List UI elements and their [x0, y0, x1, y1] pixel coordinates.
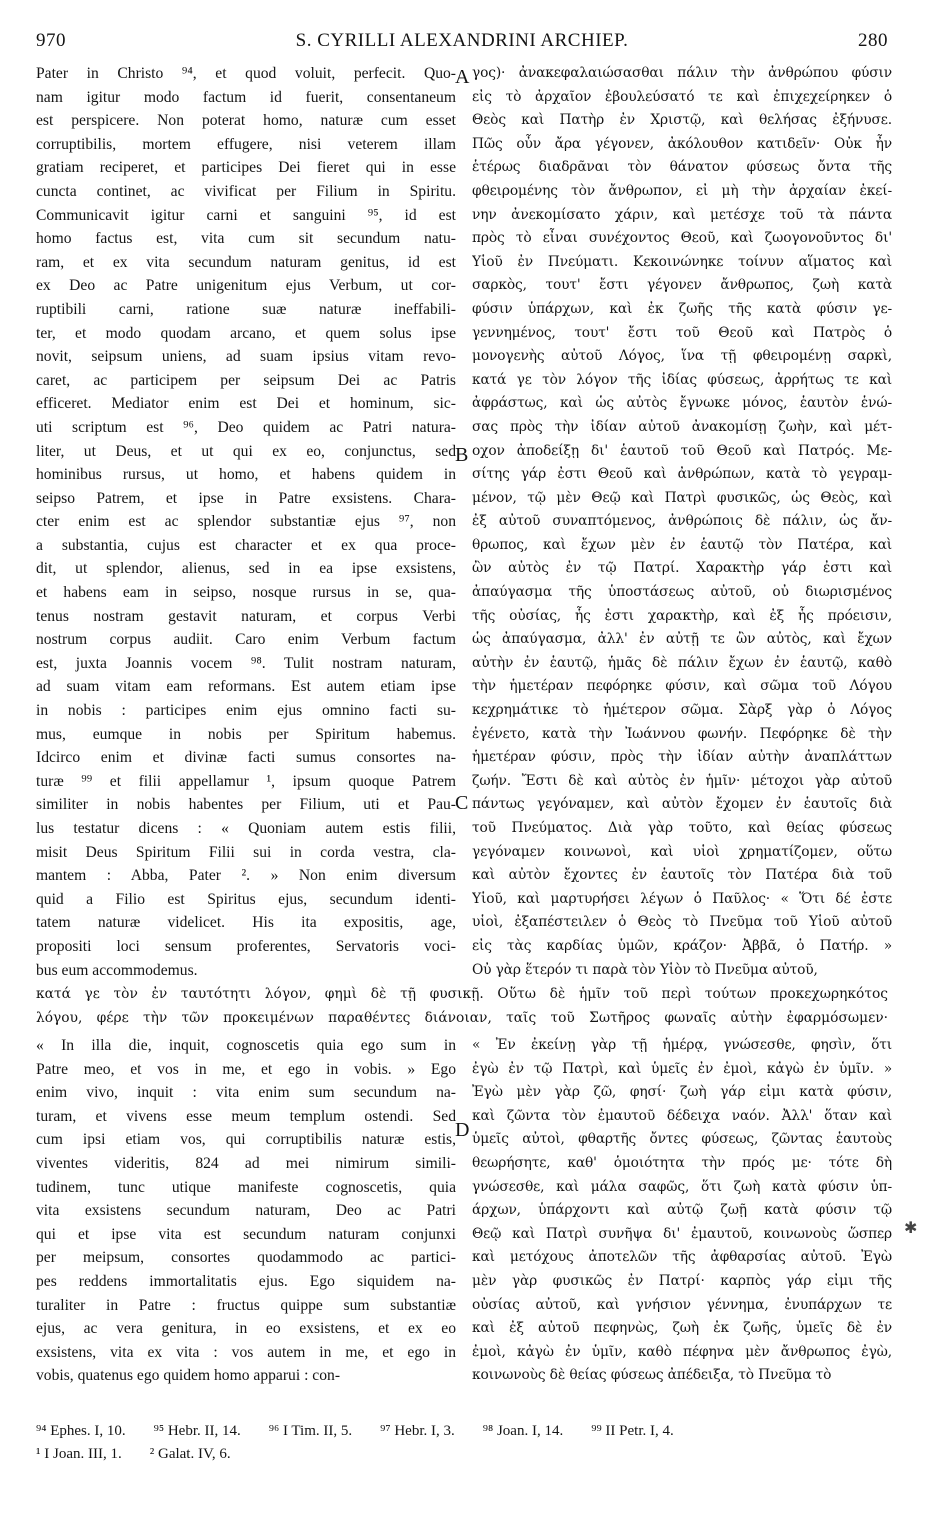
latin-text-line: liter, ut Deus, et ut qui ex eo, conjunctus, sed — [36, 442, 456, 460]
latin-text-line: lus testatur dicens : « Quoniam autem estis filii, — [36, 820, 456, 837]
latin-text-line: per meipsum, consortes quodammodo ac partici- — [36, 1249, 456, 1267]
latin-text-line: ter, et modo quodam arcano, et quem solus ipse — [36, 324, 456, 342]
greek-text-line: Υἱοῦ, καὶ μαρτυρήσει λέγων ὁ Παῦλος· « Ὅτι δέ ἐστε — [472, 890, 892, 907]
footnote-reference: ¹ I Joan. III, 1. — [36, 1446, 122, 1462]
greek-text-line: πάντως γεγόναμεν, καὶ αὐτὸν ἔχομεν ἐν ἑαυτοῖς διὰ — [472, 796, 892, 813]
latin-text-line: est, juxta Joannis vocem ⁹⁸. Tulit nostram naturam, — [36, 654, 456, 672]
latin-text-line: quid a Filio est Spiritus ejus, secundum identi- — [36, 890, 456, 908]
greek-text-line: γνώσεσθε, καὶ μάλα σαφῶς, ὅτι ζωὴ κατὰ φύσιν ὑπ- — [472, 1178, 892, 1195]
latin-text-line: turaliter in Patre : fructus quippe sum substantiæ — [36, 1296, 456, 1314]
latin-text-line: ad suam vitam eam reformans. Est autem etiam ipse — [36, 678, 456, 696]
footnote-reference: ⁹⁷ Hebr. I, 3. — [380, 1423, 455, 1439]
greek-text-line: καὶ αὐτὸν ἔχοντες ἐν ἑαυτοῖς τὸν Πατέρα διὰ τοῦ — [472, 867, 892, 884]
latin-text-line: tatem naturæ videlicet. His ita expositis, age, — [36, 914, 456, 932]
greek-text-line: Θεὸς καὶ Πατὴρ ἐν Χριστῷ, καὶ θελήσας ἐξήνυσε. — [472, 112, 892, 129]
margin-marker-d: D — [455, 1119, 470, 1141]
greek-text-line: νην ἀνεκομίσατο χάριν, καὶ μετέσχε τοῦ τὰ πάντα — [472, 206, 892, 223]
greek-text-line: λόγου, φέρε τὴν τῶν προκειμένων παραθέντες διάνοιαν, ταῖς τοῦ Σωτῆρος φωναῖς αὐτὴν ἐφαρμόσωμεν· — [36, 1010, 888, 1026]
greek-text-line: ζωήν. Ἔστι δὲ καὶ αὐτὸς ἐν ἡμῖν· μέτοχοι γὰρ αὐτοῦ — [472, 772, 892, 789]
latin-text-line: efficeret. Mediator enim est Dei et hominum, sic- — [36, 395, 456, 413]
footnote-reference: ⁹⁵ Hebr. II, 14. — [153, 1423, 241, 1439]
latin-text-line: corruptibilis, mortem effugere, nisi veterem illam — [36, 135, 456, 153]
footnote-reference: ⁹⁶ I Tim. II, 5. — [268, 1423, 353, 1439]
page-number-left: 970 — [36, 30, 66, 51]
greek-text-line: Θεῷ καὶ Πατρὶ συνῆψα δι' ἐμαυτοῦ, κοινωνοὺς ὥσπερ — [472, 1225, 892, 1242]
greek-text-line: ἀφράστως, καὶ ὡς αὐτὸς ἔγνωκε μόνος, ἑαυτὸν ἑνώ- — [472, 395, 892, 412]
greek-text-line: τὴν ἡμετέραν πεφόρηκε φύσιν, καὶ σῶμα τοῦ Λόγου — [472, 678, 892, 695]
greek-text-line: οχον ἀποδείξῃ δι' ἑαυτοῦ τοῦ Θεοῦ καὶ Πατρός. Με- — [472, 442, 892, 459]
latin-text-line: hominibus rursus, ut homo, et habens quidem in — [36, 466, 456, 484]
latin-text-line: similiter in nobis habentes per Filium, uti et Pau- — [36, 796, 456, 814]
greek-text-line: οὐσίας αὐτοῦ, καὶ γνήσιον γέννημα, ἐνυπάρχων τε — [472, 1296, 892, 1313]
greek-text-line: μὲν γὰρ φυσικῶς ἐν Πατρί· καρπὸς γάρ εἰμι τῆς — [472, 1272, 892, 1289]
latin-text-line: a substantia, cujus est character et ex qua proce- — [36, 536, 456, 554]
latin-text-line: tudinem, tunc utique manifeste cognoscetis, quia — [36, 1178, 456, 1196]
latin-text-line: cum ipsi etiam vos, qui corruptibilis naturæ estis, — [36, 1131, 456, 1149]
latin-text-line: propositi loci sensum proferentes, Servatoris voci- — [36, 937, 456, 955]
greek-text-line: ὡς ἀπαύγασμα, ἀλλ' ἐν αὐτῇ τε ὢν αὐτὸς, καὶ ἔχων — [472, 631, 892, 648]
greek-text-line: κοινωνοὺς δὲ θείας φύσεως ἀπέδειξα, τὸ Πνεῦμα τὸ — [472, 1367, 832, 1384]
greek-text-line: φύσιν ὑπάρχων, καὶ ἐκ ζωῆς τῆς κατὰ φύσιν γε- — [472, 300, 892, 317]
greek-column-upper — [472, 62, 892, 982]
latin-text-line: turam, et vivens esse meum templum ostendi. Sed — [36, 1107, 456, 1125]
greek-text-line: πρὸς τὸ εἶναι συνέχοντος Θεοῦ, καὶ ζωογονοῦντος δι' — [472, 230, 892, 247]
footnote-reference: ² Galat. IV, 6. — [149, 1446, 231, 1462]
latin-text-line: enim vivo, inquit : vita enim sum secundum na- — [36, 1084, 456, 1102]
latin-text-line: dit, ut splendor, alienus, sed in ea ipse exsistens, — [36, 560, 456, 578]
greek-column-lower — [472, 1034, 892, 1388]
margin-marker-c: C — [455, 792, 469, 814]
latin-text-line: Patre meo, et vos in me, et ego in vobis. » Ego — [36, 1060, 456, 1078]
latin-text-line: Idcirco enim et divinæ facti sumus consortes na- — [36, 749, 456, 767]
latin-text-line: viventes videritis, 824 ad mei nimirum simili- — [36, 1154, 456, 1172]
latin-text-line: tenus nostram gestavit naturam, et corpus Verbi — [36, 607, 456, 625]
margin-mark-icon: ✱ — [904, 1220, 918, 1237]
greek-text-line: καὶ ἐξ αὐτοῦ πεφηνὼς, ζωὴ ἐκ ζωῆς, ὑμεῖς δὲ ἐν — [472, 1320, 892, 1337]
greek-text-line: τοῦ Πνεύματος. Διὰ γὰρ τοῦτο, καὶ θείας φύσεως — [472, 820, 892, 836]
greek-text-line: μένον, τῷ μὲν Θεῷ καὶ Πατρὶ φυσικῶς, ὡς Θεὸς, καὶ — [472, 489, 892, 506]
latin-text-line: « In illa die, inquit, cognoscetis quia ego sum in — [36, 1037, 456, 1054]
greek-text-line: γεγόναμεν κοινωνοὶ, καὶ υἱοὶ χρηματίζομεν, οὕτω — [472, 843, 892, 860]
latin-text-line: pes reddens immortalitatis ejus. Ego siquidem na- — [36, 1272, 456, 1290]
greek-text-line: κατά γε τὸν ἐν ταυτότητι λόγον, φημὶ δὲ τῇ φυσικῇ. Οὕτω δὲ ἡμῖν τοῦ περὶ τούτων προκεχωρηκότος — [36, 986, 888, 1002]
latin-text-line: gratiam reciperet, et participes Dei fieret qui in esse — [36, 159, 456, 177]
greek-text-line: « Ἐν ἐκείνῃ γὰρ τῇ ἡμέρᾳ, γνώσεσθε, φησὶν, ὅτι — [472, 1037, 892, 1053]
latin-text-line: qui et ipse vita est secundum naturam conjunxi — [36, 1225, 456, 1243]
latin-text-line: misit Deus Spiritum Filii sui in corda vestra, cla- — [36, 843, 456, 861]
greek-text-line: υἱοὶ, ἐξαπέστειλεν ὁ Θεὸς τὸ Πνεῦμα τοῦ Υἱοῦ αὐτοῦ — [472, 914, 892, 931]
latin-text-line: cter enim est ac splendor substantiæ ejus ⁹⁷, non — [36, 513, 456, 531]
margin-marker-b: B — [455, 444, 469, 466]
footnote-reference: ⁹⁸ Joan. I, 14. — [482, 1423, 564, 1439]
latin-text-line: in nobis : participes enim ejus omnino facti su- — [36, 702, 456, 720]
latin-text-line: ejus, ac vera genitura, in eo exsistens, et ex eo — [36, 1320, 456, 1338]
greek-text-line: μονογενὴς αὐτοῦ Λόγος, ἵνα τῇ φθειρομένῃ σαρκὶ, — [472, 348, 892, 365]
greek-text-line: θρωπος, καὶ ἔχων μὲν ἐν ἑαυτῷ τὸν Πατέρα, καὶ — [472, 536, 892, 553]
greek-text-line: ἐξ αὐτοῦ συναπτόμενος, ἀνθρώποις δὲ πάλιν, ὡς ἄν- — [472, 513, 892, 530]
greek-text-line: καὶ μετόχους ἀποτελῶν τῆς ἀφθαρσίας αὐτοῦ. Ἐγὼ — [472, 1249, 892, 1266]
latin-text-line: caret, ac participem per seipsum Dei ac Patris — [36, 371, 456, 389]
greek-full-width-lines — [36, 982, 888, 1030]
greek-text-line: σίτης γάρ ἐστι Θεοῦ καὶ ἀνθρώπων, κατὰ τὸ γεγραμ- — [472, 466, 892, 483]
greek-text-line: σαρκὸς, τουτ' ἔστι γέγονεν ἄνθρωπος, ζωὴ κατὰ — [472, 277, 892, 294]
latin-text-line: ruptibili carni, ratione suæ naturæ ineffabili- — [36, 300, 456, 318]
latin-text-line: uti scriptum est ⁹⁶, Deo quidem ac Patri natura- — [36, 418, 456, 436]
latin-text-line: ex Deo ac Patre unigenitum ejus Verbum, ut cor- — [36, 277, 456, 295]
latin-text-line: turæ ⁹⁹ et filii appellamur ¹, ipsum quoque Patrem — [36, 772, 456, 790]
latin-column-lower — [36, 1034, 456, 1388]
greek-text-line: ἐγένετο, κατὰ τὴν Ἰωάννου φωνήν. Πεφόρηκε δὲ τὴν — [472, 725, 892, 742]
latin-text-line: vobis, quatenus ego quidem homo apparui : con- — [36, 1367, 341, 1385]
latin-text-line: nam igitur modo factum id fuerit, consentaneum — [36, 88, 456, 106]
greek-text-line: Πῶς οὖν ἄρα γέγονεν, ἀκόλουθον κατιδεῖν· Οὐκ ἦν — [472, 135, 892, 152]
latin-column-upper — [36, 62, 456, 982]
page-header — [36, 30, 888, 58]
latin-text-line: bus eum accommodemus. — [36, 961, 198, 979]
greek-text-line: ὢν αὐτὸς ἐν τῷ Πατρί. Χαρακτὴρ γάρ ἐστι καὶ — [472, 560, 892, 577]
latin-text-line: Communicavit igitur carni et sanguini ⁹⁵, id est — [36, 206, 456, 224]
greek-text-line: Ἐγὼ μὲν γὰρ ζῶ, φησί· ζωὴ γάρ εἰμι κατὰ φύσιν, — [472, 1084, 892, 1101]
latin-text-line: novit, seipsum uniens, ad suam ipsius vitam revo- — [36, 348, 456, 366]
latin-text-line: et habens eam in seipso, nosque rursus in se, qua- — [36, 584, 456, 602]
greek-text-line: Υἱοῦ ἐν Πνεύματι. Κεκοινώνηκε τοίνυν αἵματος καὶ — [472, 253, 892, 270]
greek-text-line: ἐγὼ ἐν τῷ Πατρὶ, καὶ ὑμεῖς ἐν ἐμοὶ, κἀγὼ ἐν ὑμῖν. » — [472, 1060, 892, 1077]
greek-text-line: ἀπαύγασμα τῆς ὑποστάσεως αὐτοῦ, οὐ διωρισμένος — [472, 584, 892, 601]
footnote-line — [36, 1443, 896, 1466]
latin-text-line: vita exsistens secundum naturam, Deo ac Patri — [36, 1202, 456, 1220]
latin-text-line: seipso Patrem, et ipse in Patre exsistens. Chara- — [36, 489, 456, 507]
greek-text-line: ἐμοὶ, κἀγὼ ἐν ὑμῖν, καθὸ πέφηνα μὲν ἄνθρωπος ἐγὼ, — [472, 1343, 892, 1360]
latin-text-line: mantem : Abba, Pater ². » Non enim diversum — [36, 867, 456, 885]
greek-text-line: άρχων, ὑπάρχοντι καὶ αὐτῷ ζωῇ κατὰ φύσιν τῷ — [472, 1202, 892, 1219]
greek-text-line: γος)· ἀνακεφαλαιώσασθαι πάλιν τὴν ἀνθρώπου φύσιν — [472, 65, 892, 81]
greek-text-line: θεωρήσητε, καθ' ὁμοιότητα τὴν πρός με· τότε δὴ — [472, 1154, 892, 1171]
greek-text-line: ἑτέρως διαδρᾶναι τὸν θάνατον φύσεως ὄντα τῆς — [472, 159, 892, 176]
greek-text-line: εἰς τὸ ἀρχαῖον ἐβουλεύσατό τε καὶ ἐπιχεχείρηκεν ὁ — [472, 88, 892, 105]
latin-text-line: Pater in Christo ⁹⁴, et quod voluit, perfecit. Quo- — [36, 65, 456, 82]
greek-text-line: αὐτὴν ἐν ἑαυτῷ, ἡμᾶς δὲ πάλιν ἔχων ἐν ἑαυτῷ, καθὸ — [472, 654, 892, 671]
greek-text-line: Οὐ γὰρ ἕτερόν τι παρὰ τὸν Υἱὸν τὸ Πνεῦμα αὐτοῦ, — [472, 961, 818, 978]
greek-text-line: γεννημένος, τουτ' ἔστι τοῦ Θεοῦ καὶ Πατρὸς ὁ — [472, 324, 892, 341]
latin-text-line: nostrum corpus audiit. Caro enim Verbum factum — [36, 631, 456, 649]
page-number-right: 280 — [858, 30, 888, 51]
latin-text-line: est perspicere. Non poterat homo, naturæ cum esset — [36, 112, 456, 130]
greek-text-line: κεχρημάτικε τὸ ἡμέτερον σῶμα. Σὰρξ γὰρ ὁ Λόγος — [472, 702, 892, 719]
greek-text-line: εἰς τὰς καρδίας ὑμῶν, κράζον· Ἀββᾶ, ὁ Πατήρ. » — [472, 937, 892, 954]
running-title: S. CYRILLI ALEXANDRINI ARCHIEP. — [295, 30, 629, 51]
greek-text-line: ἡμετέραν φύσιν, πρὸς τὴν ἰδίαν αὐτὴν ἀναπλάττων — [472, 749, 892, 766]
greek-text-line: κατά γε τὸν λόγον τῆς ἰδίας φύσεως, ἀρρήτως τε καὶ — [472, 371, 892, 388]
footnote-line — [36, 1420, 896, 1443]
greek-text-line: τῆς οὐσίας, ἧς ἐστι χαρακτὴρ, καὶ ἐξ ἧς πρόεισιν, — [472, 607, 892, 624]
greek-text-line: σας πρὸς τὴν ἰδίαν αὐτοῦ ἀνακομίσῃ ζωὴν, καὶ μέτ- — [472, 418, 892, 435]
greek-text-line: φθειρομένης τὸν ἄνθρωπον, εἰ μὴ τὴν ἀρχαίαν ἐκεί- — [472, 182, 892, 199]
latin-text-line: homo factus est, vita cum sit secundum natu- — [36, 230, 456, 248]
footnotes — [36, 1420, 896, 1466]
latin-text-line: mus, eumque in nobis per Spiritum habemus. — [36, 725, 456, 743]
footnote-reference: ⁹⁹ II Petr. I, 4. — [591, 1423, 674, 1439]
greek-text-line: ὑμεῖς αὐτοὶ, φθαρτῆς ὄντες φύσεως, ζῶντας ἑαυτοὺς — [472, 1131, 892, 1148]
latin-text-line: cuncta continet, ac vivificat per Filium in Spiritu. — [36, 182, 456, 200]
footnote-reference: ⁹⁴ Ephes. I, 10. — [36, 1423, 126, 1439]
latin-text-line: exsistens, vita ex vita : vos autem in me, et ego in — [36, 1343, 456, 1361]
margin-marker-a: A — [455, 66, 470, 88]
greek-text-line: καὶ ζῶντα τὸν ἐμαυτοῦ δέδειχα ναόν. Ἀλλ' ὅταν καὶ — [472, 1107, 892, 1124]
latin-text-line: ram, et ex vita secundum naturam genitus, id est — [36, 253, 456, 271]
